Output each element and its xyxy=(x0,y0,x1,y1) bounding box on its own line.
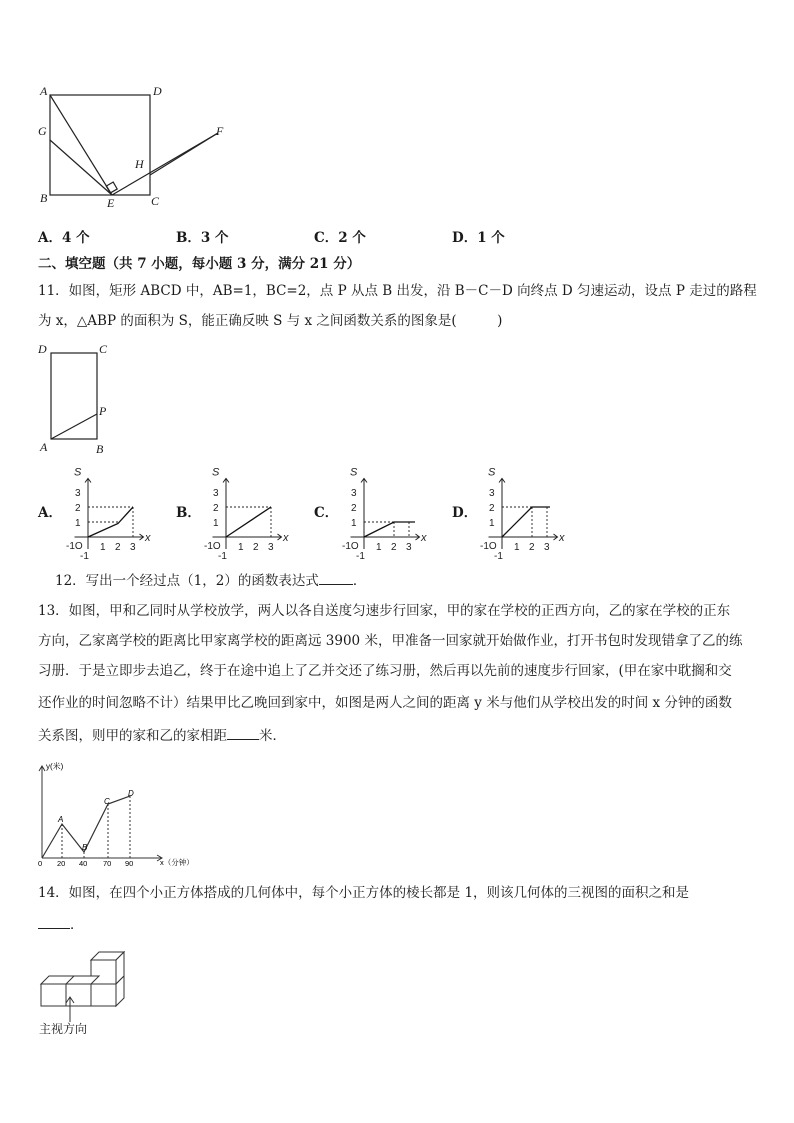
q13-x-label: x（分钟） xyxy=(160,858,194,867)
q10-label-a: A xyxy=(40,84,48,98)
q11-graph-d-origin: -1O xyxy=(480,541,497,552)
q11-label-p: P xyxy=(99,404,107,418)
q11-graph-b-xtick-3: 3 xyxy=(268,542,274,553)
q11-graph-a-x-label: x xyxy=(145,532,151,544)
q11-graph-c-xtick-1: 1 xyxy=(376,542,382,553)
q11-graph-b-neg1: -1 xyxy=(218,551,227,562)
q11-graph-a-ytick-2: 2 xyxy=(75,503,81,514)
q11-graph-a-ytick-3: 3 xyxy=(75,488,81,499)
q11-graph-c-xtick-3: 3 xyxy=(406,542,412,553)
q10-label-b: B xyxy=(40,191,48,205)
q11-graph-d-ytick-2: 2 xyxy=(489,503,495,514)
q11-graph-b-origin: -1O xyxy=(204,541,221,552)
q11-graph-a-s-label: S xyxy=(74,466,82,479)
q11-graph-a-neg1: -1 xyxy=(80,551,89,562)
q11-graph-b-ytick-3: 3 xyxy=(213,488,219,499)
q13-y-label: y(米) xyxy=(46,762,64,771)
q11-graph-d-ytick-1: 1 xyxy=(489,518,495,529)
q11-graph-b-ytick-2: 2 xyxy=(213,503,219,514)
q11-graph-d-ytick-3: 3 xyxy=(489,488,495,499)
q11-graph-c-s-label: S xyxy=(350,466,358,479)
q10-label-g: G xyxy=(38,124,47,138)
q11-graph-b-s-label: S xyxy=(212,466,220,479)
q13-line-5: 关系图，则甲的家和乙的家相距 米． xyxy=(38,728,286,744)
q13-line-2: 方向，乙家离学校的距离比甲家离学校的距离远 3900 米，甲准备一回家就开始做作业，打开书包时发现错拿了乙的练 xyxy=(38,633,743,649)
q10-label-e: E xyxy=(107,196,115,210)
q10-label-f: F xyxy=(216,124,224,138)
q12-text: 12．写出一个经过点（1，2）的函数表达式 ． xyxy=(55,573,367,589)
q11-label-d: D xyxy=(38,342,47,356)
q11-option-b-label[interactable]: B． xyxy=(176,505,201,521)
q10-option-b[interactable]: B．3 个 xyxy=(176,230,229,246)
q11-label-c: C xyxy=(99,342,108,356)
q11-label-b: B xyxy=(96,442,104,456)
q11-graph-a-origin: -1O xyxy=(66,541,83,552)
q11-graph-c-ytick-1: 1 xyxy=(351,518,357,529)
q13-xtick-70: 70 xyxy=(103,859,112,868)
q11-graph-a-xtick-1: 1 xyxy=(100,542,106,553)
q14-caption: 主视方向 xyxy=(39,1022,88,1036)
q11-graph-d-xtick-3: 3 xyxy=(544,542,550,553)
q11-graph-d-s-label: S xyxy=(488,466,496,479)
q13-point-a: A xyxy=(58,815,64,824)
q13-xtick-90: 90 xyxy=(125,859,134,868)
q11-graph-c-x-label: x xyxy=(421,532,427,544)
q11-graph-b-x-label: x xyxy=(283,532,289,544)
q10-option-a[interactable]: A．4 个 xyxy=(38,230,90,246)
q13-line-4: 还作业的时间忽略不计）结果甲比乙晚回到家中，如图是两人之间的距离 y 米与他们从学校出发的时间 x 分钟的函数 xyxy=(38,695,732,711)
q13-origin: 0 xyxy=(38,859,43,868)
q11-graph-c-neg1: -1 xyxy=(356,551,365,562)
q11-graph-c-origin: -1O xyxy=(342,541,359,552)
q11-label-a: A xyxy=(40,440,48,454)
q11-graph-d-xtick-2: 2 xyxy=(529,542,535,553)
q11-graph-c-ytick-2: 2 xyxy=(351,503,357,514)
q11-graph-b-xtick-2: 2 xyxy=(253,542,259,553)
section-2-title: 二、填空题（共 7 小题，每小题 3 分，满分 21 分） xyxy=(38,256,361,272)
q13-xtick-20: 20 xyxy=(57,859,66,868)
q10-option-c[interactable]: C．2 个 xyxy=(314,230,366,246)
q11-graph-c-ytick-3: 3 xyxy=(351,488,357,499)
q11-graph-a-xtick-3: 3 xyxy=(130,542,136,553)
q13-point-c: C xyxy=(104,797,110,806)
q11-line-2: 为 x，△ABP 的面积为 S，能正确反映 S 与 x 之间函数关系的图象是( ) xyxy=(38,313,503,329)
q11-graph-a-xtick-2: 2 xyxy=(115,542,121,553)
q11-graph-a-ytick-1: 1 xyxy=(75,518,81,529)
q13-xtick-40: 40 xyxy=(79,859,88,868)
q10-label-c: C xyxy=(151,194,160,208)
q10-label-d: D xyxy=(153,84,162,98)
q11-graph-d-xtick-1: 1 xyxy=(514,542,520,553)
q11-graph-b-ytick-1: 1 xyxy=(213,518,219,529)
q13-point-d: D xyxy=(128,789,134,798)
q10-label-h: H xyxy=(135,157,144,171)
q11-graph-d-neg1: -1 xyxy=(494,551,503,562)
q11-line-1: 11．如图，矩形 ABCD 中，AB=1，BC=2，点 P 从点 B 出发，沿 B－C－D 向终点 D 匀速运动，设点 P 走过的路程 xyxy=(38,283,757,299)
q11-option-a-label[interactable]: A． xyxy=(38,505,62,521)
q11-graph-d-x-label: x xyxy=(559,532,565,544)
q14-line-1: 14．如图，在四个小正方体搭成的几何体中，每个小正方体的棱长都是 1，则该几何体的三视图的面积之和是 xyxy=(38,885,690,901)
q13-line-1: 13．如图，甲和乙同时从学校放学，两人以各自送度匀速步行回家，甲的家在学校的正西方向，乙的家在学校的正东 xyxy=(38,603,731,619)
q10-option-d[interactable]: D．1 个 xyxy=(452,230,505,246)
q11-graph-b-xtick-1: 1 xyxy=(238,542,244,553)
q13-line-3: 习册．于是立即步去追乙，终于在途中追上了乙并交还了练习册，然后再以先前的速度步行回家，(甲在家中耽搁和交 xyxy=(38,663,732,679)
q11-graph-c-xtick-2: 2 xyxy=(391,542,397,553)
q14-line-2: ． xyxy=(38,915,84,935)
q11-option-d-label[interactable]: D． xyxy=(452,505,478,521)
q11-option-c-label[interactable]: C． xyxy=(314,505,339,521)
q13-point-b: B xyxy=(82,843,88,852)
